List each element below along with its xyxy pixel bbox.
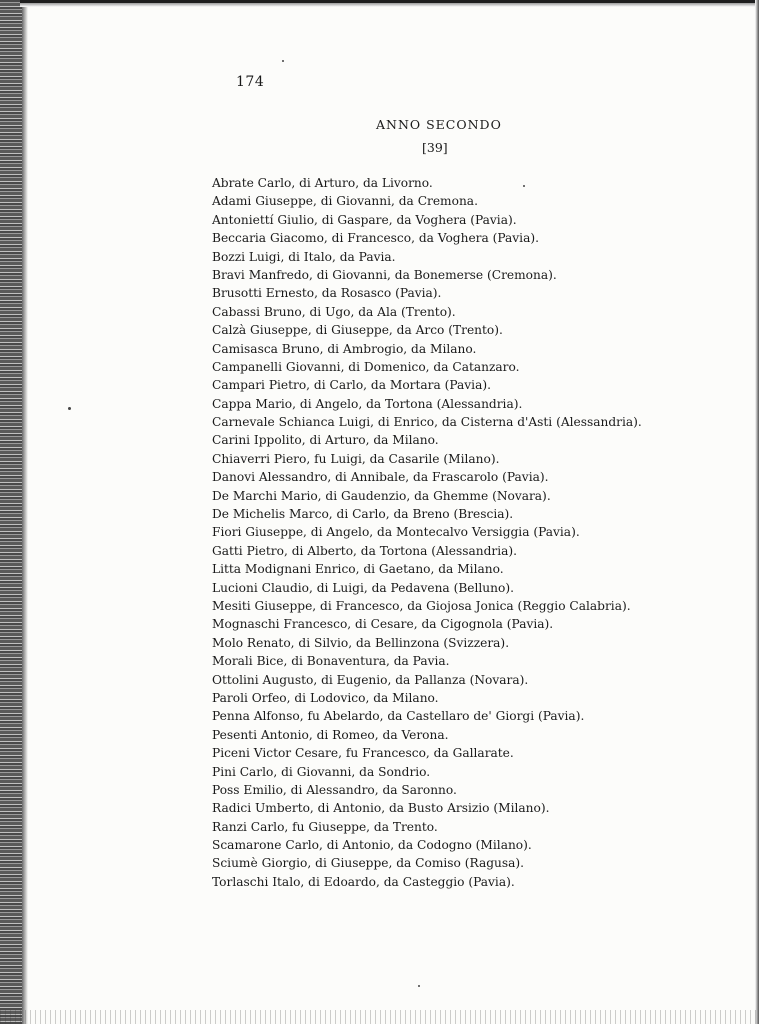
list-item: De Michelis Marco, di Carlo, da Breno (Brescia). xyxy=(212,507,514,522)
list-item: Ottolini Augusto, di Eugenio, da Pallanza (Novara). xyxy=(212,672,529,687)
list-item: Cabassi Bruno, di Ugo, da Ala (Trento). xyxy=(212,304,456,319)
list-item: Chiaverri Piero, fu Luigi, da Casarile (Milano). xyxy=(212,451,500,466)
scan-speck xyxy=(68,407,71,410)
list-item: Penna Alfonso, fu Abelardo, da Castellaro de' Giorgi (Pavia). xyxy=(212,709,585,724)
list-item: Radici Umberto, di Antonio, da Busto Arsizio (Milano). xyxy=(212,801,550,816)
list-item: Camisasca Bruno, di Ambrogio, da Milano. xyxy=(212,341,477,356)
list-item: Gatti Pietro, di Alberto, da Tortona (Alessandria). xyxy=(212,543,518,558)
binding-shadow xyxy=(22,0,28,1024)
list-item: Brusotti Ernesto, da Rosasco (Pavia). xyxy=(212,286,442,301)
section-heading: ANNO SECONDO xyxy=(376,117,502,132)
student-list xyxy=(212,174,732,891)
list-item: Abrate Carlo, di Arturo, da Livorno. xyxy=(212,176,433,190)
scan-speck xyxy=(282,60,284,62)
page-number: 174 xyxy=(236,74,265,90)
list-item: Litta Modignani Enrico, di Gaetano, da Milano. xyxy=(212,562,504,577)
list-item: Piceni Victor Cesare, fu Francesco, da Gallarate. xyxy=(212,746,514,761)
list-item: Molo Renato, di Silvio, da Bellinzona (Svizzera). xyxy=(212,635,510,650)
list-item: Danovi Alessandro, di Annibale, da Frascarolo (Pavia). xyxy=(212,470,549,485)
list-item: Antoniettí Giulio, di Gaspare, da Voghera (Pavia). xyxy=(212,212,517,227)
list-item: Morali Bice, di Bonaventura, da Pavia. xyxy=(212,654,450,669)
list-item: Calzà Giuseppe, di Giuseppe, da Arco (Trento). xyxy=(212,323,503,338)
list-item: Paroli Orfeo, di Lodovico, da Milano. xyxy=(212,690,439,705)
list-item: Lucioni Claudio, di Luigi, da Pedavena (Belluno). xyxy=(212,580,514,595)
list-item: Bravi Manfredo, di Giovanni, da Bonemerse (Cremona). xyxy=(212,267,557,282)
list-item: Poss Emilio, di Alessandro, da Saronno. xyxy=(212,782,457,797)
list-item: Pesenti Antonio, di Romeo, da Verona. xyxy=(212,727,449,742)
list-item: Beccaria Giacomo, di Francesco, da Voghera (Pavia). xyxy=(212,231,539,246)
list-item: Adami Giuseppe, di Giovanni, da Cremona. xyxy=(212,194,478,209)
list-item: Ranzi Carlo, fu Giuseppe, da Trento. xyxy=(212,819,438,834)
list-item: Sciumè Giorgio, di Giuseppe, da Comiso (Ragusa). xyxy=(212,856,525,871)
list-item: Mesiti Giuseppe, di Francesco, da Giojosa Jonica (Reggio Calabria). xyxy=(212,598,631,613)
list-item: Campanelli Giovanni, di Domenico, da Catanzaro. xyxy=(212,359,520,374)
list-item: Cappa Mario, di Angelo, da Tortona (Alessandria). xyxy=(212,396,523,411)
list-item: Carini Ippolito, di Arturo, da Milano. xyxy=(212,433,439,448)
list-item: Bozzi Luigi, di Italo, da Pavia. xyxy=(212,249,396,264)
list-item: Campari Pietro, di Carlo, da Mortara (Pavia). xyxy=(212,378,491,393)
list-item: Torlaschi Italo, di Edoardo, da Casteggio (Pavia). xyxy=(212,874,515,889)
scan-bottom-noise xyxy=(0,1010,759,1024)
page-top-border xyxy=(20,0,759,7)
list-item: Mognaschi Francesco, di Cesare, da Cigognola (Pavia). xyxy=(212,617,554,632)
list-item: Pini Carlo, di Giovanni, da Sondrio. xyxy=(212,764,431,779)
list-item: Scamarone Carlo, di Antonio, da Codogno (Milano). xyxy=(212,838,532,853)
page-right-border xyxy=(755,0,759,1024)
book-binding-edge xyxy=(0,0,22,1024)
section-number: [39] xyxy=(422,140,448,155)
list-item: Carnevale Schianca Luigi, di Enrico, da Cisterna d'Asti (Alessandria). xyxy=(212,415,642,430)
scan-speck xyxy=(418,985,420,987)
list-item: De Marchi Mario, di Gaudenzio, da Ghemme (Novara). xyxy=(212,488,551,503)
list-item: Fiori Giuseppe, di Angelo, da Montecalvo Versiggia (Pavia). xyxy=(212,525,580,540)
